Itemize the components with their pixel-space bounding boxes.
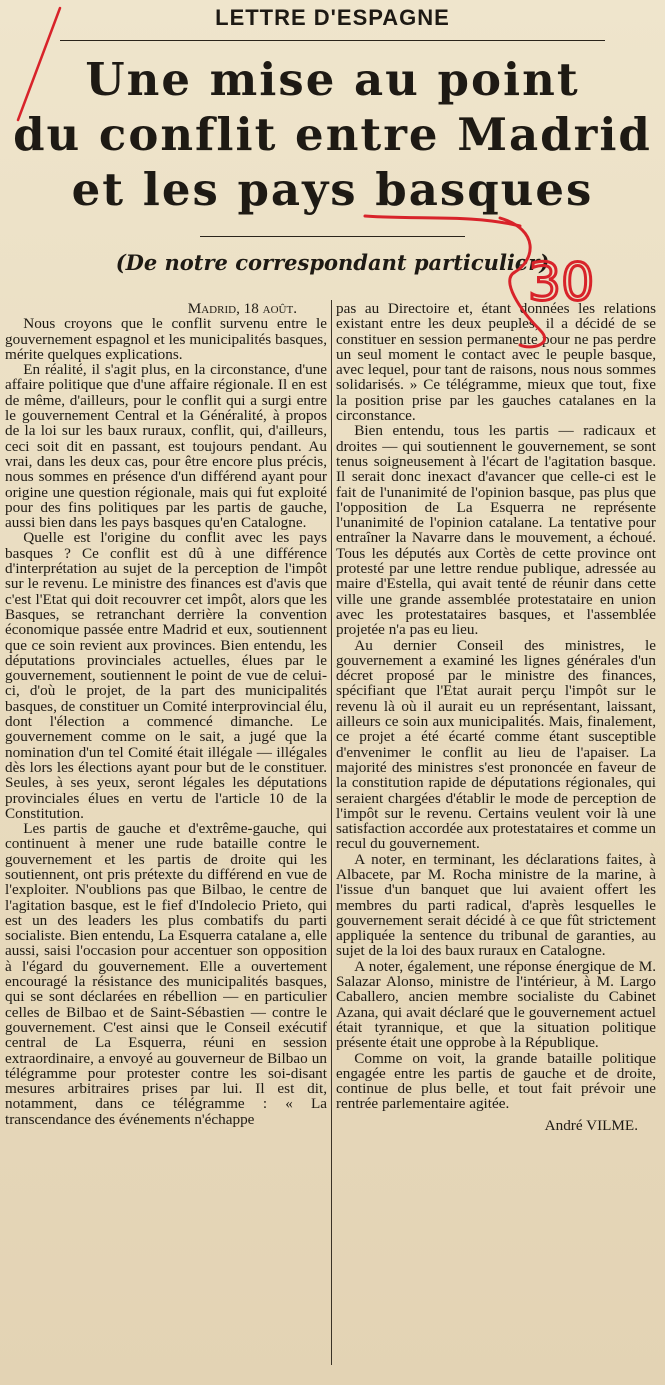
- article-paragraph: En réalité, il s'agit plus, en la circonstance, d'une affaire politique que d'une affaire régionale. Il en est de même, d'ailleurs, pour le conflit qui a surgi entre le gouvernement Central et la Généralité, à propos de la loi sur les baux ruraux, conflit, qui, d'ailleurs, ceci soit dit en passant, est toujours pendant. Au vrai, dans les deux cas, pour être encore plus précis, nous sommes en présence d'un différend ayant pour origine une question régionale, mais qui fut exploité pour des fins politiques par les partis de gauche, aussi bien dans les pays basques qu'en Catalogne.: [5, 361, 327, 532]
- left-column: [5, 301, 327, 1127]
- article-paragraph: A noter, également, une réponse énergique de M. Salazar Alonso, ministre de l'intérieur, à M. Largo Caballero, ancien membre socialiste du Cabinet Azana, qui avait déclaré que le gouvernement actuel était tyrannique, et que la situation politique présente était une opprobe à la République.: [336, 957, 656, 1052]
- dateline: Madrid, 18 août.: [187, 300, 297, 317]
- article-paragraph: Les partis de gauche et d'extrême-gauche, qui continuent à mener une rude bataille contre le gouvernement et les partis de droite qui les soutiennent, ont pris prétexte du différend en vue de l'exploiter. N'oublions pas que Bilbao, le centre de l'agitation basque, est le fief d'Indolecio Prieto, qui est un des leaders les plus combatifs du parti socialiste. Bien entendu, La Esquerra catalane a, elle aussi, saisi l'occasion pour accentuer son opposition à l'égard du gouvernement. Elle a ouvertement encouragé la résistance des municipalités basques, qui se sont déclarées en rébellion — en particulier celles de Bilbao et de Saint-Sébastien — contre le gouvernement. C'est ainsi que le Conseil exécutif central de La Esquerra, réuni en session extraordinaire, a envoyé au gouverneur de Bilbao un télégramme pour protester contre les soi-disant mesures arbitraires prises par lui. Il est dit, notamment, dans ce télégramme : « La transcendance des événements n'échappe: [5, 820, 327, 1128]
- author-signature: André VILME.: [544, 1116, 638, 1134]
- right-column: [336, 301, 656, 1133]
- article-paragraph: pas au Directoire et, étant données les relations existant entre les deux peuples, il a décidé de se constituer en session permanente pour ne pas perdre un seul moment le contact avec le peuple basque, avec lequel, pour tant de raisons, nous nous sommes solidarisés. » Ce télégramme, mieux que tout, fixe la position prise par les gauches catalanes en la circonstance.: [336, 300, 656, 425]
- article-paragraph: A noter, en terminant, les déclarations faites, à Albacete, par M. Rocha ministre de la marine, à l'issue d'un banquet que lui avaient offert les membres du parti radical, d'après lesquelles le gouvernement serait décidé à ce que fût strictement appliquée la sentence du tribunal de garanties, au sujet de la loi des baux ruraux en Catalogne.: [336, 850, 656, 960]
- headline: [0, 52, 665, 217]
- column-divider: [331, 300, 332, 1365]
- headline-line-3: et les pays basques: [71, 163, 594, 216]
- headline-rule: [200, 236, 465, 237]
- article-paragraph: Nous croyons que le conflit survenu entre le gouvernement espagnol et les municipalités basques, mérite quelques explications.: [5, 315, 327, 363]
- headline-line-2: du conflit entre Madrid: [13, 108, 652, 161]
- byline: (De notre correspondant particulier): [115, 250, 550, 275]
- article-paragraph: Comme on voit, la grande bataille politique engagée entre les partis de gauche et de droite, continue de plus belle, et tout fait prévoir une rentrée parlementaire agitée.: [336, 1049, 656, 1113]
- article-paragraph: Quelle est l'origine du conflit avec les pays basques ? Ce conflit est dû à une différence d'interprétation au sujet de la perception de l'impôt sur le revenu. Le ministre des finances est d'avis que c'est l'Etat qui doit recouvrer cet impôt, alors que les Basques, se retranchant derrière la convention économique passée entre Madrid et eux, soutiennent que ce soin revient aux provinces. Bien entendu, les députations provinciales actuelles, élues par le gouvernement, soutiennent le point de vue de celui-ci, d'où le projet, de la part des municipalités basques, de constituer un Comité interprovincial élu, dont l'élection a commencé dimanche. Le gouvernement comme on le sait, a jugé que la nomination d'un tel Comité était illégale — illégales dès lors les élections ayant pour but de le constituer. Seules, à ses yeux, seront légales les députations provinciales élues en vertu de l'article 10 de la Constitution.: [5, 529, 327, 822]
- headline-line-1: Une mise au point: [85, 53, 580, 106]
- article-paragraph: Au dernier Conseil des ministres, le gouvernement a examiné les lignes générales d'un décret proposé par le ministre des finances, spécifiant que l'Etat aurait perçu l'impôt sur le revenu là où il aurait eu un représentant, laissant, ailleurs ce soin aux municipalités. Mais, finalement, ce projet a été écarté comme étant susceptible d'envenimer le conflit au lieu de l'apaiser. La majorité des ministres s'est prononcée en faveur de la constitution rapide de députations régionales, qui seraient chargées d'établir le mode de perception de l'impôt sur le revenu. Certains veulent voir là une satisfaction accordée aux protestataires et comme un recul du gouvernement.: [336, 636, 656, 853]
- article-paragraph: Bien entendu, tous les partis — radicaux et droites — qui soutiennent le gouvernement, se sont tenus soigneusement à l'écart de l'agitation basque. Il serait donc inexact d'avancer que celle-ci est le fait de l'unanimité de l'opinion basque, pas plus que l'opposition de La Esquerra ne représente l'unanimité de l'opinion catalane. La tentative pour entraîner la Navarre dans le mouvement, a échoué. Tous les députés aux Cortès de cette province ont protesté par une lettre rendue publique, adressée au maire d'Estella, qui avait tenté de réunir dans cette ville une grande assemblée protestataire en union avec les protestataires basques, et l'assemblée projetée n'a pas eu lieu.: [336, 422, 656, 639]
- kicker-rule: [60, 40, 605, 41]
- handwritten-number: 30: [528, 253, 595, 313]
- section-kicker: LETTRE D'ESPAGNE: [215, 5, 450, 30]
